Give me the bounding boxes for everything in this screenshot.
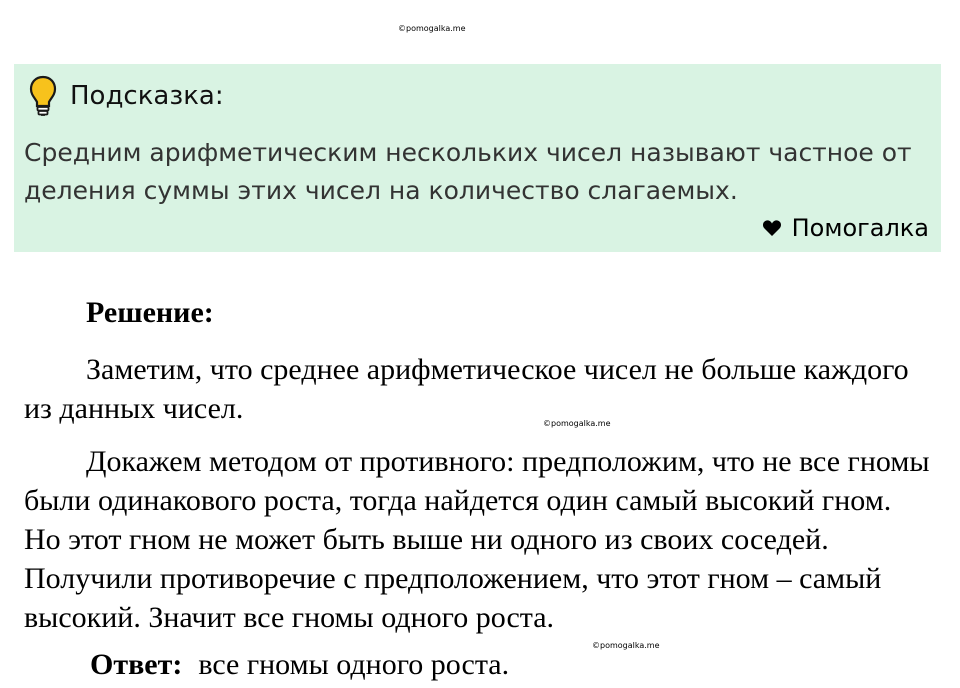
hint-header	[28, 74, 224, 118]
lightbulb-icon	[28, 74, 58, 118]
signature	[762, 214, 929, 242]
watermark-bottom: ©pomogalka.me	[592, 641, 660, 650]
hint-box	[14, 64, 941, 252]
hint-title: Подсказка:	[70, 81, 224, 111]
watermark-top: ©pomogalka.me	[398, 24, 466, 33]
watermark-middle: ©pomogalka.me	[543, 419, 611, 428]
solution-title: Решение:	[86, 296, 214, 329]
solution-paragraph-2: Докажем методом от противного: предположим, что не все гномы были одинакового роста, тогда найдется один самый высокий гном. Но этот гном не может быть выше ни одного из своих соседей. Получили противоречие с предположением, что этот гном – самый высокий. Значит все гномы одного роста.	[24, 445, 930, 634]
signature-text: Помогалка	[791, 214, 929, 242]
heart-icon	[762, 219, 782, 237]
hint-text: Средним арифметическим нескольких чисел называют частное от деления суммы этих чисел на количество слагаемых.	[24, 138, 912, 205]
solution-paragraph-1: Заметим, что среднее арифметическое чисел не больше каждого из данных чисел.	[24, 353, 909, 425]
answer	[90, 648, 509, 682]
answer-text: все гномы одного роста.	[198, 648, 510, 681]
answer-label: Ответ:	[90, 648, 183, 681]
